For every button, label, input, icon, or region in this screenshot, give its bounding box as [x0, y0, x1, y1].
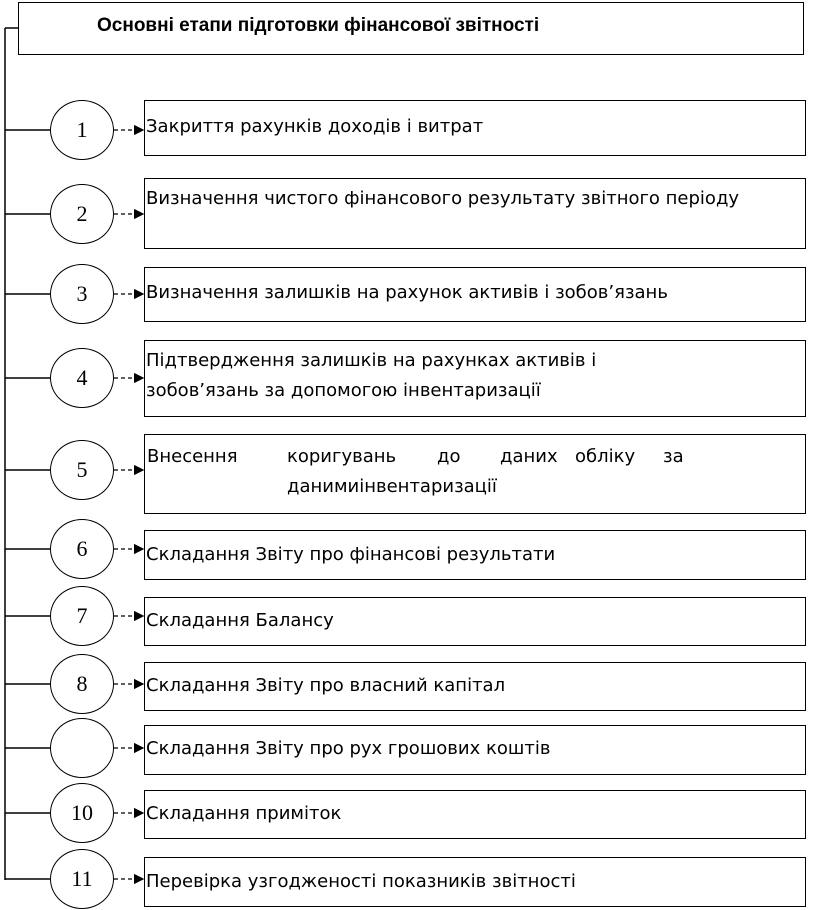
step-11-number: 11	[50, 849, 114, 909]
step-9-box	[144, 725, 806, 775]
step-2-text: Визначення чистого фінансового результату звітного періоду	[146, 188, 740, 209]
step-1-box	[144, 100, 806, 156]
step-5-word: Внесення	[147, 446, 238, 467]
step-10-text: Складання приміток	[146, 803, 342, 824]
step-3-box	[144, 267, 806, 322]
step-8-text: Складання Звіту про власний капітал	[146, 675, 506, 696]
step-10-number: 10	[50, 783, 114, 843]
step-1-number: 1	[50, 100, 114, 160]
step-5-box	[144, 434, 806, 514]
step-11-text: Перевірка узгодженості показників звітності	[146, 871, 576, 892]
step-5-word: данимиінвентаризації	[287, 476, 497, 497]
step-2-box	[144, 178, 806, 249]
step-7-box	[144, 597, 806, 646]
step-6-text: Складання Звіту про фінансові результати	[146, 544, 556, 565]
step-5-word: даних	[500, 446, 558, 467]
step-5-word: коригувань	[287, 446, 397, 467]
step-9-number	[50, 718, 114, 778]
step-5-word: за	[663, 446, 684, 467]
step-11-box	[144, 857, 806, 907]
step-7-text: Складання Балансу	[146, 610, 334, 631]
step-5-number: 5	[50, 440, 114, 500]
step-8-box	[144, 662, 806, 711]
step-4-box	[144, 340, 806, 417]
step-5-word: до	[437, 446, 461, 467]
step-7-number: 7	[50, 586, 114, 646]
step-10-box	[144, 790, 806, 839]
step-4-text: Підтвердження залишків на рахунках активів і зобов’язань за допомогою інвентаризації	[146, 350, 597, 401]
step-6-box	[144, 530, 806, 580]
step-8-number: 8	[50, 654, 114, 714]
step-3-text: Визначення залишків на рахунок активів і зобов’язань	[146, 282, 668, 303]
diagram-title: Основні етапи підготовки фінансової звітності	[97, 15, 540, 36]
step-5-word: обліку	[575, 446, 636, 467]
step-4-number: 4	[50, 348, 114, 408]
step-6-number: 6	[50, 519, 114, 579]
title-box	[18, 2, 804, 55]
step-3-number: 3	[50, 264, 114, 324]
step-1-text: Закриття рахунків доходів і витрат	[146, 116, 484, 137]
step-2-number: 2	[50, 184, 114, 244]
step-9-text: Складання Звіту про рух грошових коштів	[146, 738, 551, 759]
